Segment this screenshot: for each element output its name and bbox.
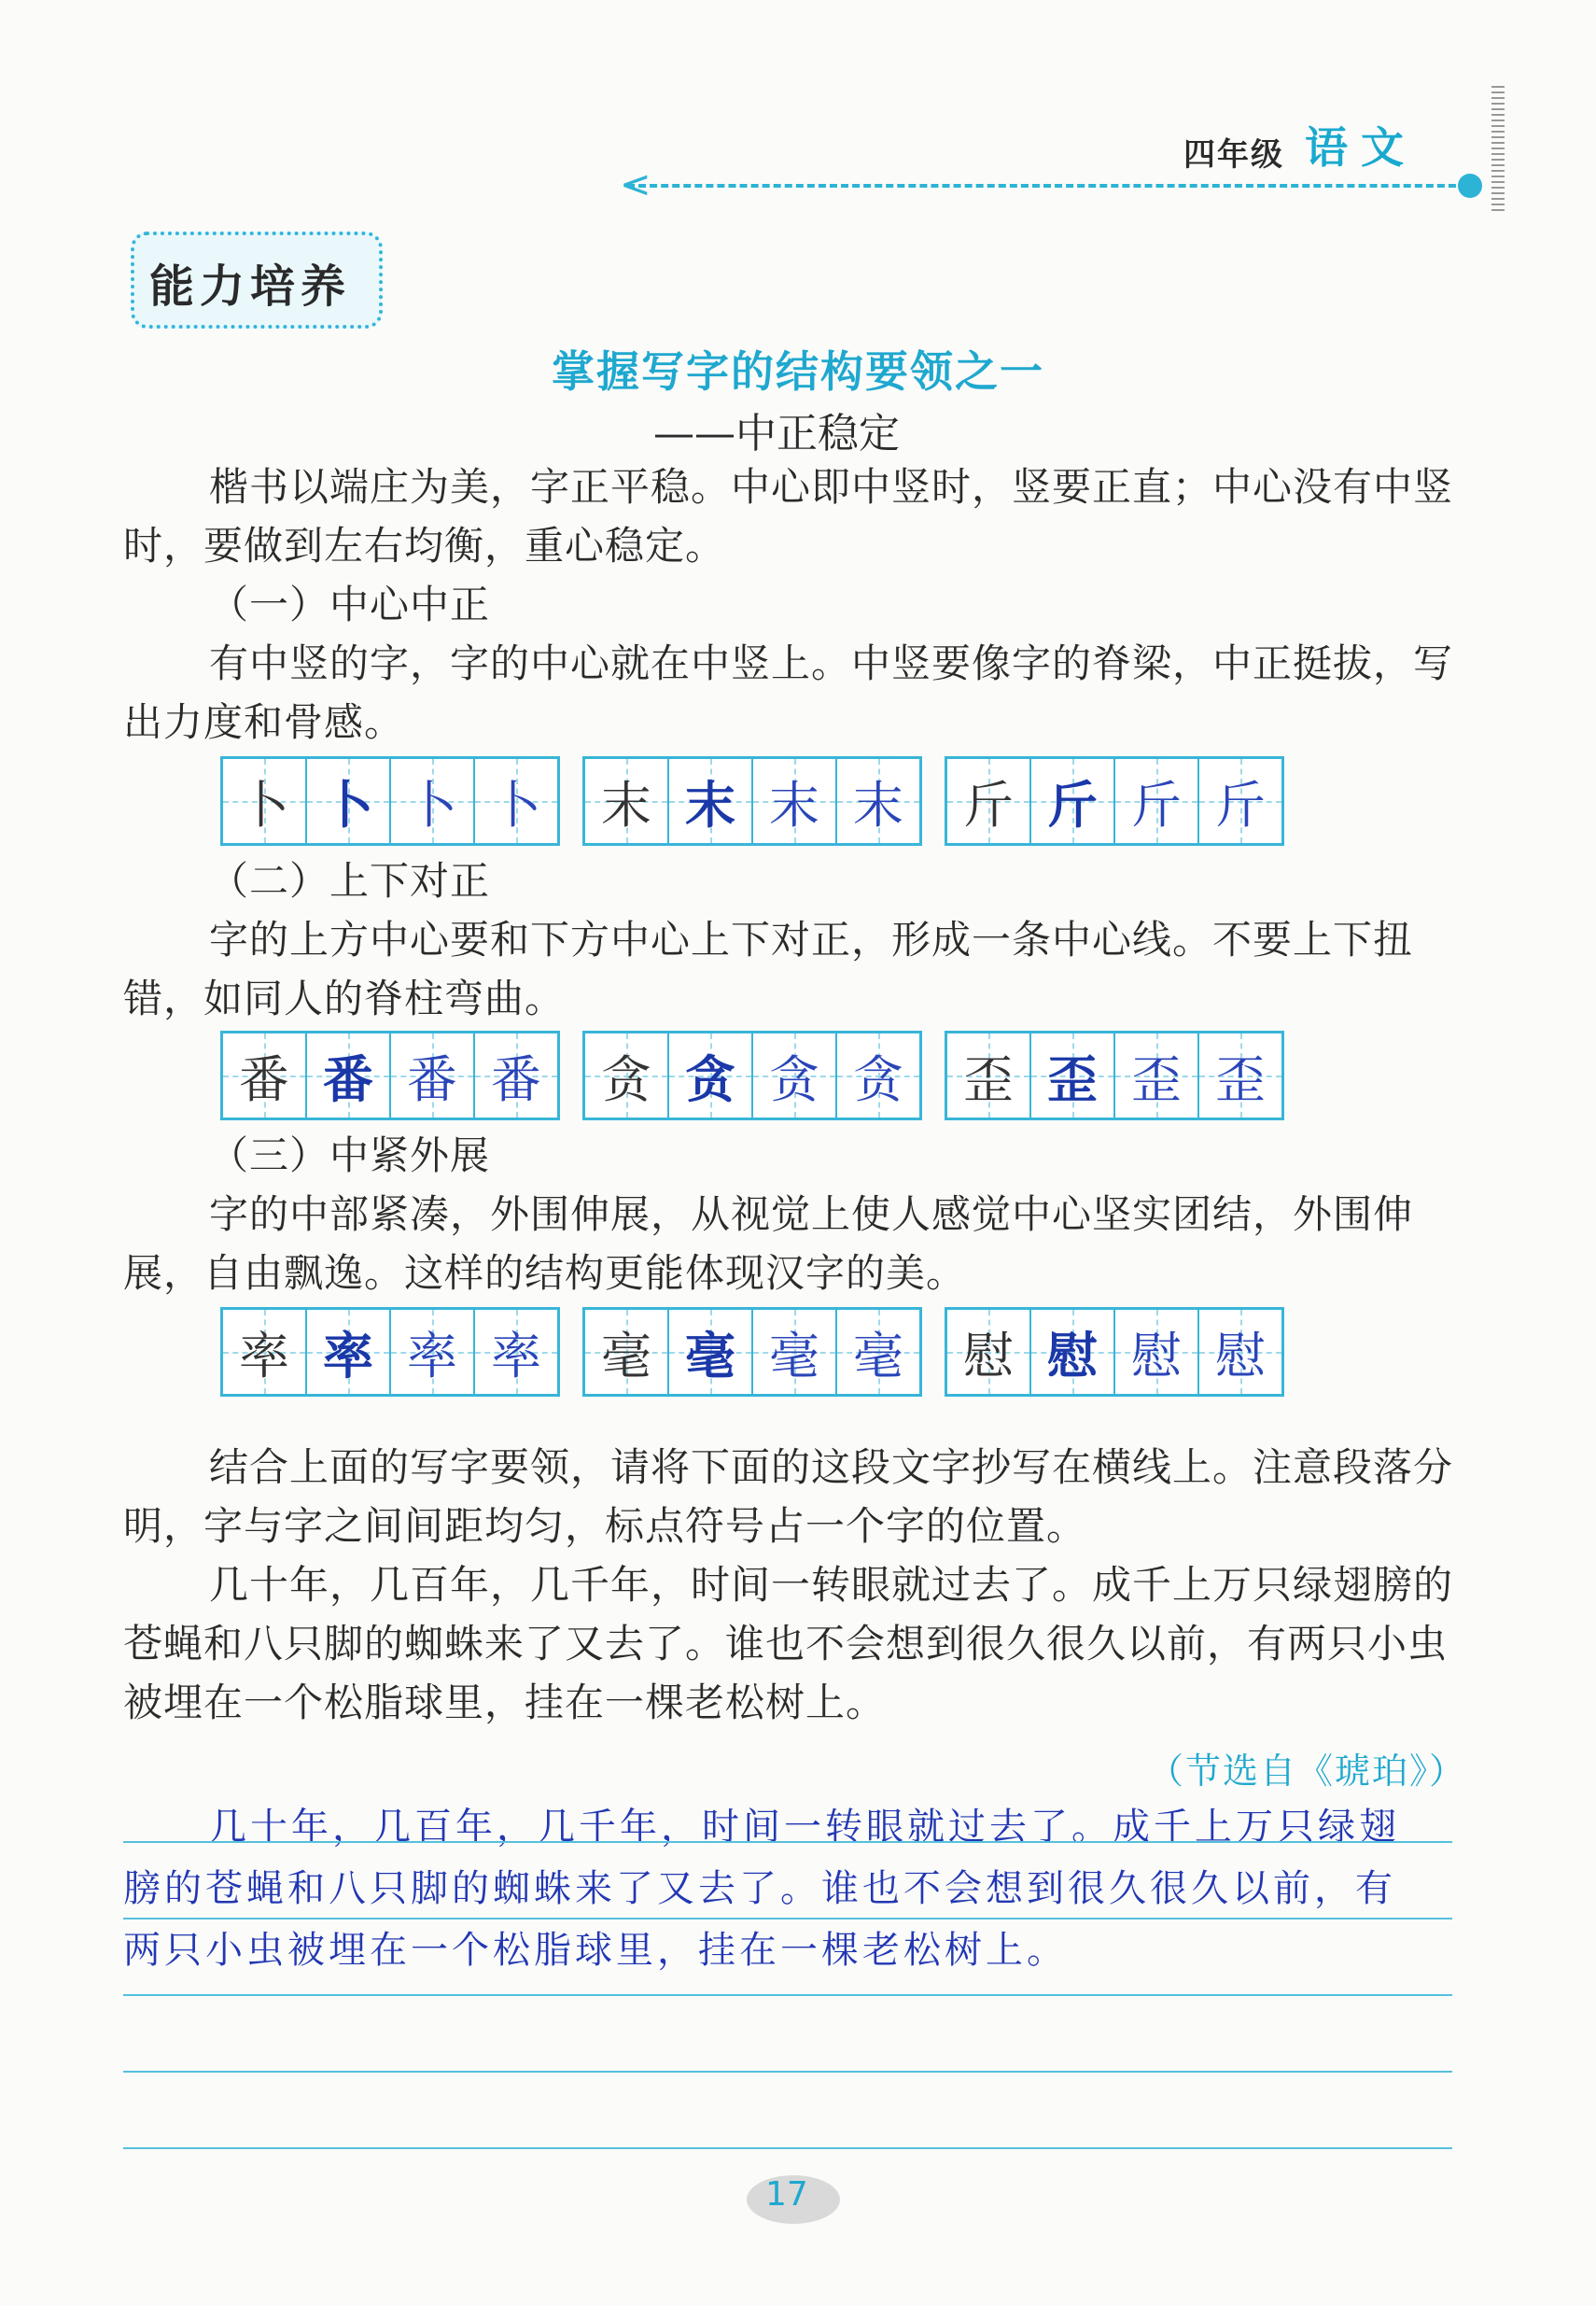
grid-cell: 番 xyxy=(391,1033,475,1118)
handwritten-line: 膀的苍蝇和八只脚的蜘蛛来了又去了。谁也不会想到很久很久以前，有 xyxy=(123,1867,1396,1910)
writing-line[interactable] xyxy=(123,2071,1452,2073)
grid-cell: 贪 xyxy=(753,1033,837,1118)
arrow-left-icon: < xyxy=(620,163,651,206)
char-grid-group xyxy=(945,1031,1284,1120)
grid-cell: 率 xyxy=(475,1310,557,1394)
grid-cell: 慰 xyxy=(947,1310,1031,1394)
grid-cell: 末 xyxy=(585,759,669,843)
grid-cell: 斤 xyxy=(1031,759,1115,843)
grid-cell: 率 xyxy=(307,1310,391,1394)
grid-cell: 斤 xyxy=(947,759,1031,843)
header-dashed-line xyxy=(627,184,1467,188)
grid-cell: 贪 xyxy=(669,1033,753,1118)
section-heading: （三）中紧外展 xyxy=(209,1132,491,1178)
page-edge-marks xyxy=(1491,86,1505,211)
grid-cell: 斤 xyxy=(1199,759,1281,843)
grade-label: 四年级 xyxy=(1183,136,1284,174)
grid-cell: 贪 xyxy=(837,1033,919,1118)
grid-cell: 斤 xyxy=(1115,759,1199,843)
lesson-subtitle: ——中正稳定 xyxy=(653,410,900,457)
char-grid-group xyxy=(220,756,560,846)
section-text: 字的中部紧凑，外围伸展，从视觉上使人感觉中心坚实团结，外围伸展，自由飘逸。这样的结构更能体现汉字的美。 xyxy=(123,1191,1414,1296)
grid-cell: 慰 xyxy=(1115,1310,1199,1394)
writing-line[interactable] xyxy=(123,2147,1452,2149)
char-grid-group xyxy=(582,756,922,846)
grid-cell: 末 xyxy=(753,759,837,843)
grid-cell: 慰 xyxy=(1031,1310,1115,1394)
grid-cell: 率 xyxy=(223,1310,307,1394)
section-badge-label: 能力培养 xyxy=(149,260,352,313)
grid-cell: 番 xyxy=(307,1033,391,1118)
grid-cell: 卜 xyxy=(391,759,475,843)
writing-line[interactable] xyxy=(123,1841,1452,1843)
grid-cell: 毫 xyxy=(753,1310,837,1394)
grid-cell: 歪 xyxy=(1115,1033,1199,1118)
section-heading: （二）上下对正 xyxy=(209,858,491,904)
grid-cell: 毫 xyxy=(837,1310,919,1394)
char-grid-group xyxy=(220,1031,560,1120)
section-text: 有中竖的字，字的中心就在中竖上。中竖要像字的脊梁，中正挺拔，写出力度和骨感。 xyxy=(123,640,1454,745)
char-grid-group xyxy=(945,1307,1284,1397)
grid-cell: 歪 xyxy=(947,1033,1031,1118)
grid-cell: 歪 xyxy=(1031,1033,1115,1118)
grid-cell: 卜 xyxy=(307,759,391,843)
dot-icon xyxy=(1458,174,1482,198)
grid-cell: 慰 xyxy=(1199,1310,1281,1394)
grid-cell: 番 xyxy=(223,1033,307,1118)
grid-cell: 歪 xyxy=(1199,1033,1281,1118)
handwritten-line: 两只小虫被埋在一个松脂球里，挂在一棵老松树上。 xyxy=(123,1929,1068,1972)
grid-cell: 毫 xyxy=(669,1310,753,1394)
writing-line[interactable] xyxy=(123,1918,1452,1919)
grid-cell: 卜 xyxy=(475,759,557,843)
char-grid-group xyxy=(582,1031,922,1120)
exercise-instruction: 结合上面的写字要领，请将下面的这段文字抄写在横线上。注意段落分明，字与字之间间距均匀，标点符号占一个字的位置。 xyxy=(123,1444,1454,1549)
grid-cell: 卜 xyxy=(223,759,307,843)
handwritten-line: 几十年，几百年，几千年，时间一转眼就过去了。成千上万只绿翅 xyxy=(209,1806,1400,1849)
char-grid-group xyxy=(945,756,1284,846)
lesson-title: 掌握写字的结构要领之一 xyxy=(552,346,1044,397)
section-text: 字的上方中心要和下方中心上下对正，形成一条中心线。不要上下扭错，如同人的脊柱弯曲。 xyxy=(123,917,1414,1021)
grid-cell: 贪 xyxy=(585,1033,669,1118)
intro-paragraph: 楷书以端庄为美，字正平稳。中心即中竖时，竖要正直；中心没有中竖时，要做到左右均衡，重心稳定。 xyxy=(123,464,1454,569)
grid-cell: 末 xyxy=(669,759,753,843)
grid-cell: 率 xyxy=(391,1310,475,1394)
char-grid-group xyxy=(582,1307,922,1397)
writing-line[interactable] xyxy=(123,1994,1452,1996)
char-grid-group xyxy=(220,1307,560,1397)
grid-cell: 末 xyxy=(837,759,919,843)
page-number: 17 xyxy=(765,2175,808,2214)
section-heading: （一）中心中正 xyxy=(209,582,491,627)
subject-label: 语文 xyxy=(1305,122,1417,173)
passage-source: （节选自《琥珀》） xyxy=(1148,1751,1467,1792)
exercise-passage: 几十年，几百年，几千年，时间一转眼就过去了。成千上万只绿翅膀的苍蝇和八只脚的蜘蛛来了又去了。谁也不会想到很久很久以前，有两只小虫被埋在一个松脂球里，挂在一棵老松树上。 xyxy=(123,1562,1454,1725)
grid-cell: 番 xyxy=(475,1033,557,1118)
grid-cell: 毫 xyxy=(585,1310,669,1394)
